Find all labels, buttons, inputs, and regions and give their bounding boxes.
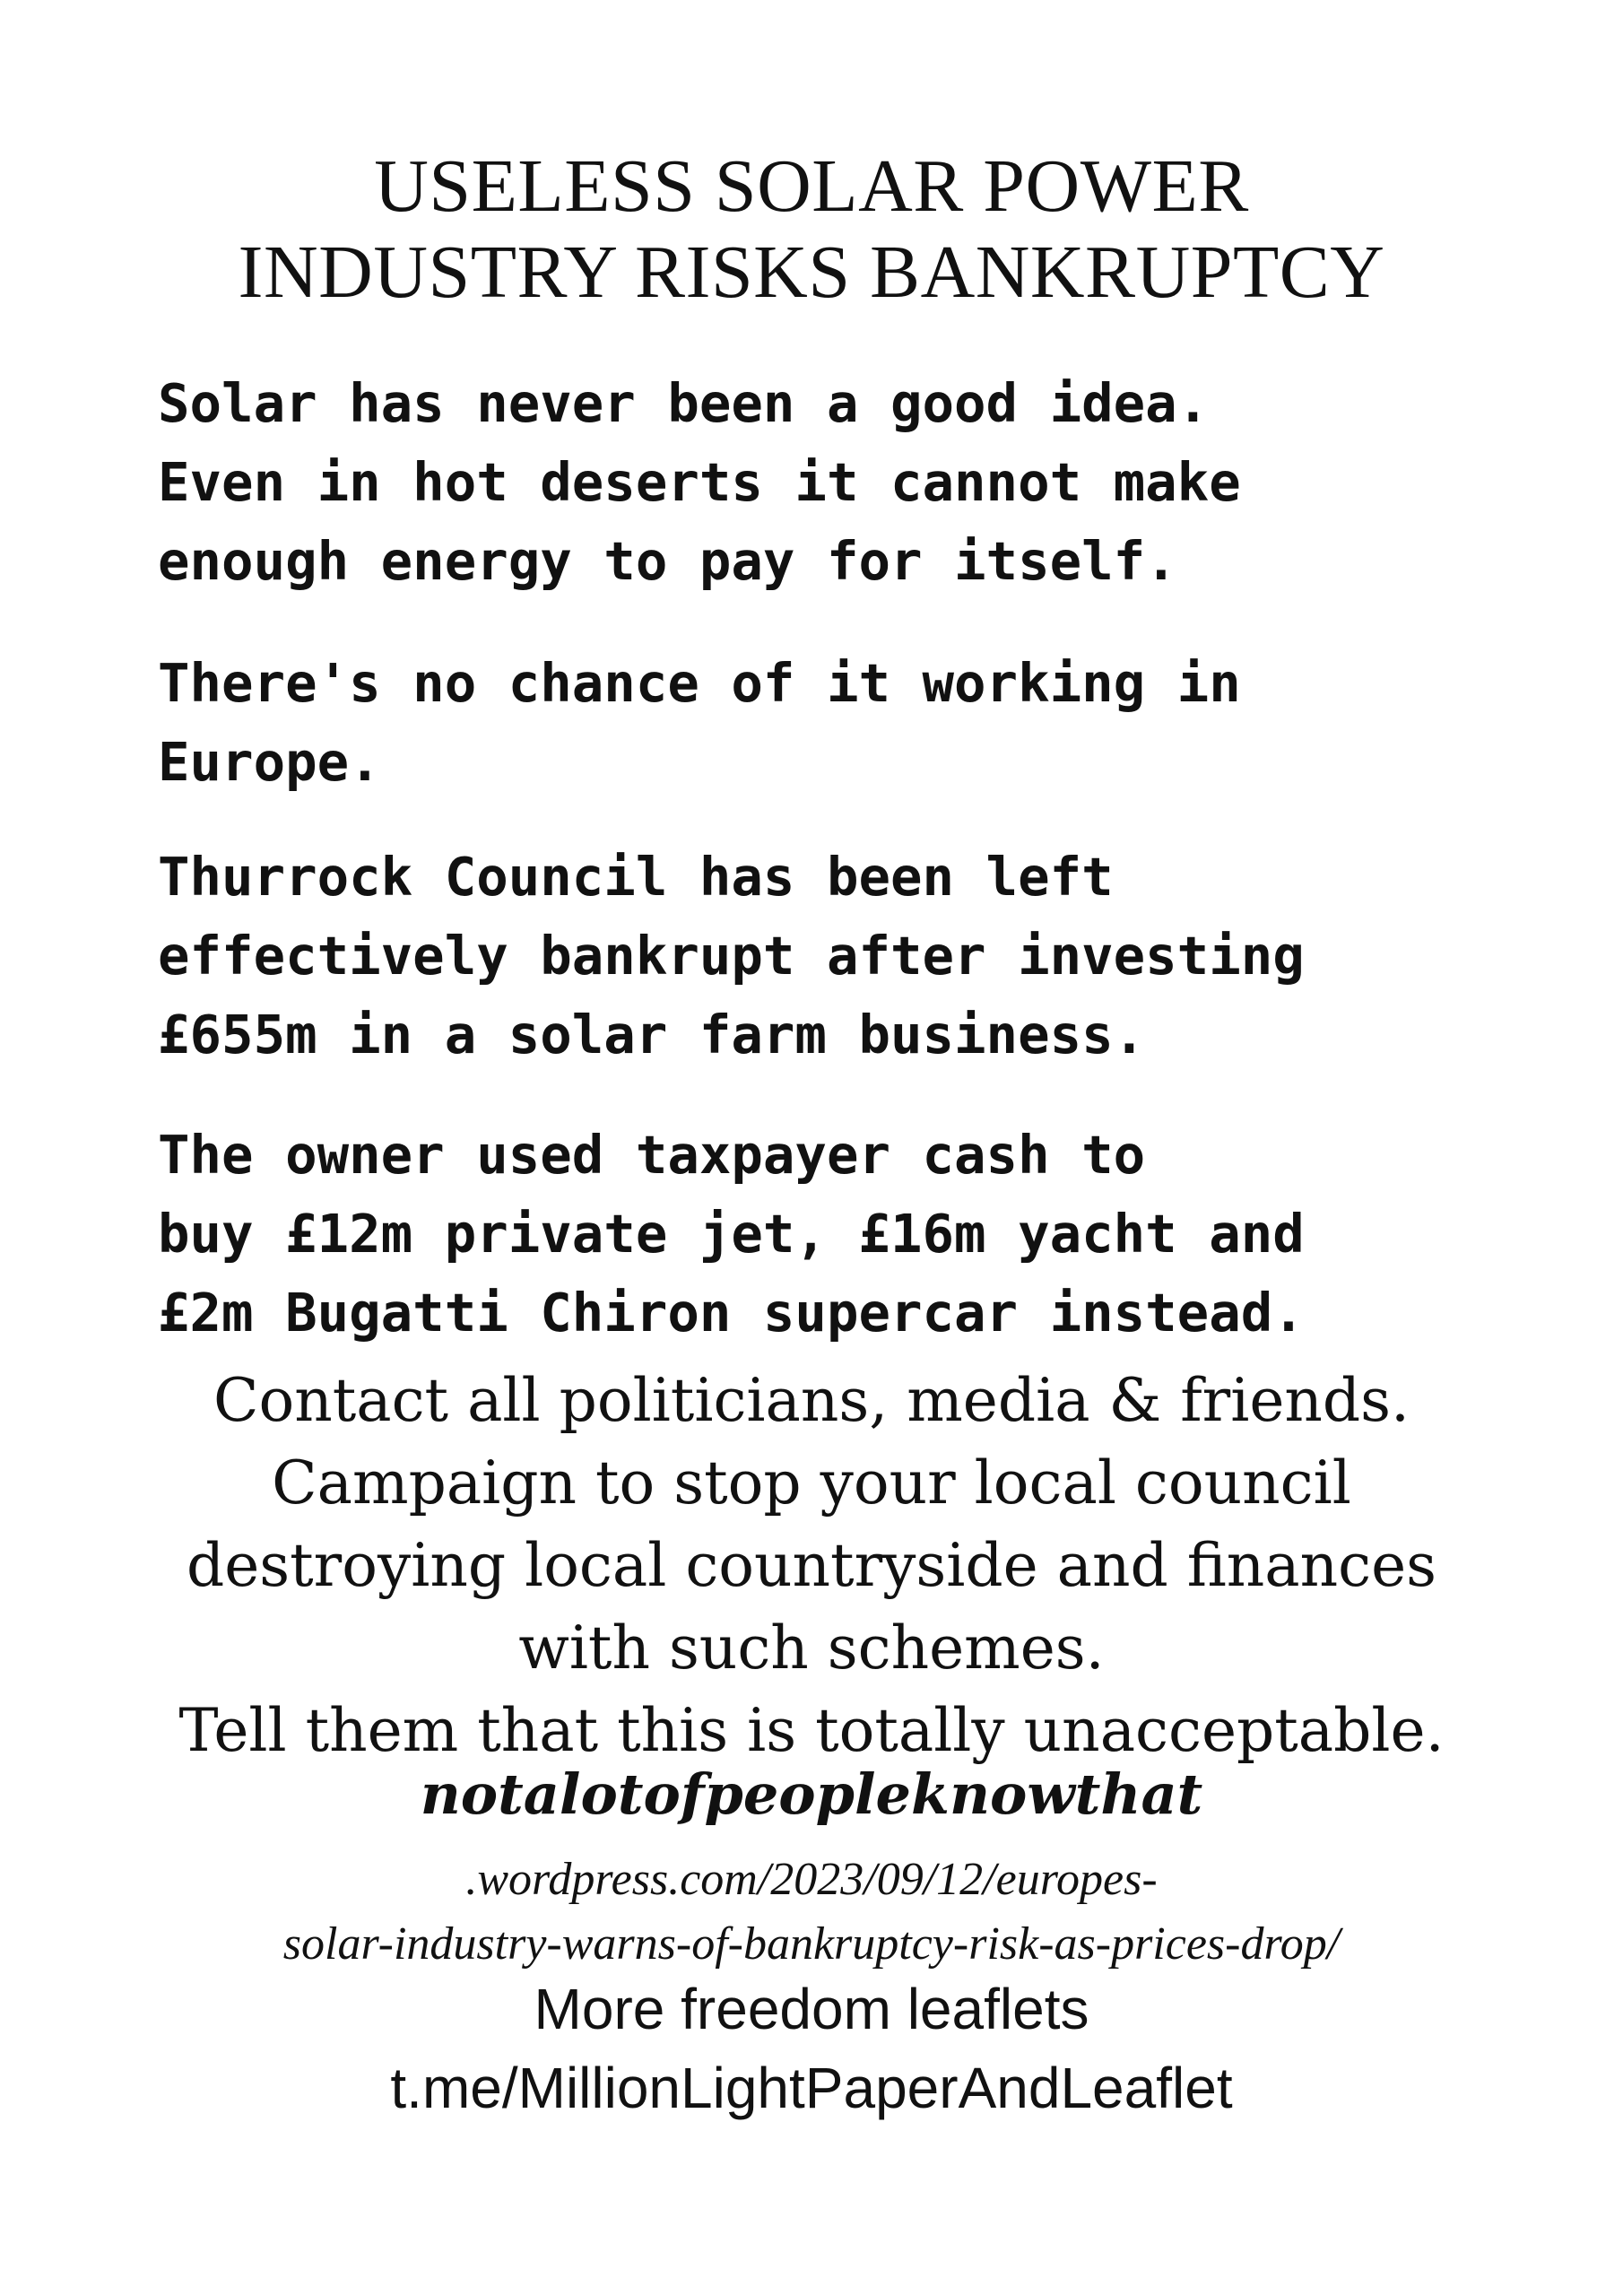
paragraph-line: £655m in a solar farm business.	[158, 1004, 1146, 1065]
source-link-path-line-1: .wordpress.com/2023/09/12/europes-	[465, 1854, 1158, 1905]
cta-line: with such schemes.	[518, 1613, 1105, 1683]
paragraph-europe	[158, 644, 1557, 802]
cta-line: destroying local countryside and finances	[186, 1531, 1437, 1600]
paragraph-line: The owner used taxpayer cash to	[158, 1124, 1146, 1186]
footer-line-1: More freedom leaflets	[534, 1977, 1089, 2041]
cta-line: Campaign to stop your local council	[272, 1448, 1351, 1518]
paragraph-solar-never-good	[158, 364, 1557, 601]
footer-telegram-link: t.me/MillionLightPaperAndLeaflet	[390, 2056, 1233, 2120]
paragraph-line: Europe.	[158, 731, 381, 793]
headline-line-2: INDUSTRY RISKS BANKRUPTCY	[238, 230, 1385, 314]
paragraph-line: enough energy to pay for itself.	[158, 530, 1177, 592]
paragraph-line: There's no chance of it working in	[158, 652, 1241, 714]
source-link-path	[0, 1848, 1623, 1977]
headline-line-1: USELESS SOLAR POWER	[374, 144, 1249, 228]
paragraph-line: Solar has never been a good idea.	[158, 372, 1210, 434]
headline	[0, 144, 1623, 316]
footer	[0, 1970, 1623, 2127]
paragraph-owner-spending	[158, 1116, 1557, 1352]
cta-line: Tell them that this is totally unacceptable.	[178, 1696, 1445, 1765]
source-link-path-line-2: solar-industry-warns-of-bankruptcy-risk-as-prices-drop/	[282, 1918, 1341, 1970]
cta-line: Contact all politicians, media & friends.	[213, 1366, 1410, 1435]
paragraph-line: Thurrock Council has been left	[158, 846, 1114, 908]
paragraph-line: effectively bankrupt after investing	[158, 925, 1305, 987]
paragraph-line: £2m Bugatti Chiron supercar instead.	[158, 1282, 1305, 1344]
call-to-action	[0, 1360, 1623, 1772]
source-link-site: notalotofpeopleknowthat	[420, 1761, 1203, 1827]
paragraph-line: buy £12m private jet, £16m yacht and	[158, 1203, 1305, 1265]
paragraph-thurrock-council	[158, 838, 1557, 1074]
paragraph-line: Even in hot deserts it cannot make	[158, 451, 1241, 513]
